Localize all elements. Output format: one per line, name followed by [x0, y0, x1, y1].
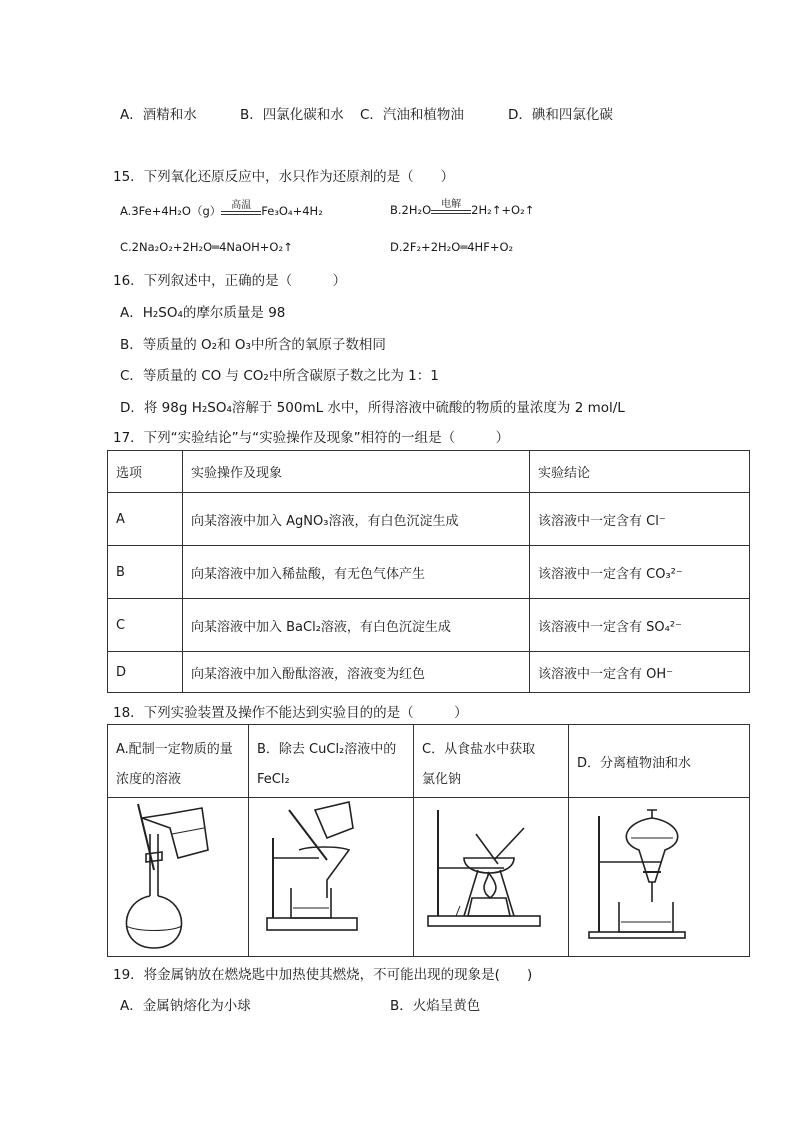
equilibrium-arrow-icon: [431, 198, 471, 218]
q15-option-c: C.2Na₂O₂+2H₂O═4NaOH+O₂↑: [120, 240, 293, 254]
evaporation-apparatus-icon: [414, 798, 568, 952]
q18-a-line2: 浓度的溶液: [116, 772, 182, 787]
q18-figure-b: [249, 798, 414, 957]
q15-b-condition: 电解: [441, 198, 462, 210]
table-row: [108, 599, 750, 652]
q15-option-d: D.2F₂+2H₂O═4HF+O₂: [390, 240, 514, 254]
q14-option-c: C．汽油和植物油: [360, 107, 464, 123]
q18-a-line1: A.配制一定物质的量: [116, 742, 233, 757]
q16-stem: 16．下列叙述中，正确的是（ ）: [113, 273, 347, 289]
q15-b-right: 2H₂↑+O₂↑: [471, 203, 535, 217]
q18-d-label: D．分离植物油和水: [577, 755, 692, 771]
q18-b-line2: FeCl₂: [257, 772, 290, 787]
table-header-row: [108, 451, 750, 493]
q18-cell-b: [249, 725, 414, 798]
q15-option-a: [120, 199, 323, 219]
q16-option-b: B．等质量的 O₂和 O₃中所含的氧原子数相同: [120, 337, 386, 353]
table-cell-option: A: [108, 493, 183, 546]
q18-cell-c: [414, 725, 569, 798]
q18-figure-row: [108, 798, 750, 957]
equilibrium-arrow-icon: [221, 199, 261, 219]
table-cell-operation: 向某溶液中加入酚酞溶液，溶液变为红色: [183, 652, 530, 693]
table-cell-option: C: [108, 599, 183, 652]
q16-option-d: D．将 98g H₂SO₄溶解于 500mL 水中，所得溶液中硫酸的物质的量浓度为 2 mol/L: [120, 400, 625, 416]
q18-cell-d: [569, 725, 750, 798]
q18-table: [107, 724, 750, 957]
table-cell-operation: 向某溶液中加入稀盐酸，有无色气体产生: [183, 546, 530, 599]
q18-b-line1: B．除去 CuCl₂溶液中的: [257, 742, 397, 757]
q18-c-line2: 氯化钠: [422, 772, 462, 787]
q14-option-a: A．酒精和水: [120, 107, 197, 123]
q17-table: [107, 450, 750, 693]
q15-option-b: [390, 198, 535, 218]
q16-option-c: C．等质量的 CO 与 CO₂中所含碳原子数之比为 1：1: [120, 368, 439, 384]
table-cell-conclusion: 该溶液中一定含有 CO₃²⁻: [530, 546, 750, 599]
table-cell-conclusion: 该溶液中一定含有 Cl⁻: [530, 493, 750, 546]
q18-stem: 18．下列实验装置及操作不能达到实验目的的是（ ）: [113, 705, 468, 721]
table-row: [108, 493, 750, 546]
q14-option-b: B．四氯化碳和水: [240, 107, 344, 123]
table-header-cell: 实验操作及现象: [183, 451, 530, 493]
q14-option-d: D．碘和四氯化碳: [508, 107, 613, 123]
q18-cell-a: [108, 725, 249, 798]
table-row: [108, 652, 750, 693]
table-cell-operation: 向某溶液中加入 BaCl₂溶液，有白色沉淀生成: [183, 599, 530, 652]
q15-a-right: Fe₃O₄+4H₂: [261, 204, 323, 218]
q18-c-line1: C．从食盐水中获取: [422, 742, 536, 757]
q15-stem: 15．下列氧化还原反应中，水只作为还原剂的是（ ）: [113, 169, 455, 185]
q19-option-b: B．火焰呈黄色: [390, 998, 481, 1014]
q18-label-row: [108, 725, 750, 798]
separatory-funnel-icon: [569, 798, 747, 952]
q15-a-condition: 高温: [231, 199, 252, 211]
q16-option-a: A．H₂SO₄的摩尔质量是 98: [120, 305, 286, 321]
q18-figure-a: [108, 798, 249, 957]
table-cell-option: D: [108, 652, 183, 693]
table-row: [108, 546, 750, 599]
table-cell-option: B: [108, 546, 183, 599]
table-header-cell: 实验结论: [530, 451, 750, 493]
q18-figure-d: [569, 798, 750, 957]
volumetric-flask-icon: [108, 798, 248, 952]
filtration-apparatus-icon: [249, 798, 413, 952]
table-header-cell: 选项: [108, 451, 183, 493]
q15-b-left: B.2H₂O: [390, 203, 432, 217]
table-cell-operation: 向某溶液中加入 AgNO₃溶液，有白色沉淀生成: [183, 493, 530, 546]
table-cell-conclusion: 该溶液中一定含有 SO₄²⁻: [530, 599, 750, 652]
table-cell-conclusion: 该溶液中一定含有 OH⁻: [530, 652, 750, 693]
q19-stem: 19．将金属钠放在燃烧匙中加热使其燃烧，不可能出现的现象是( ): [113, 967, 533, 983]
q18-figure-c: [414, 798, 569, 957]
q17-stem: 17．下列“实验结论”与“实验操作及现象”相符的一组是（ ）: [113, 430, 510, 446]
q15-a-left: A.3Fe+4H₂O（g）: [120, 204, 222, 218]
q19-option-a: A．金属钠熔化为小球: [120, 998, 251, 1014]
